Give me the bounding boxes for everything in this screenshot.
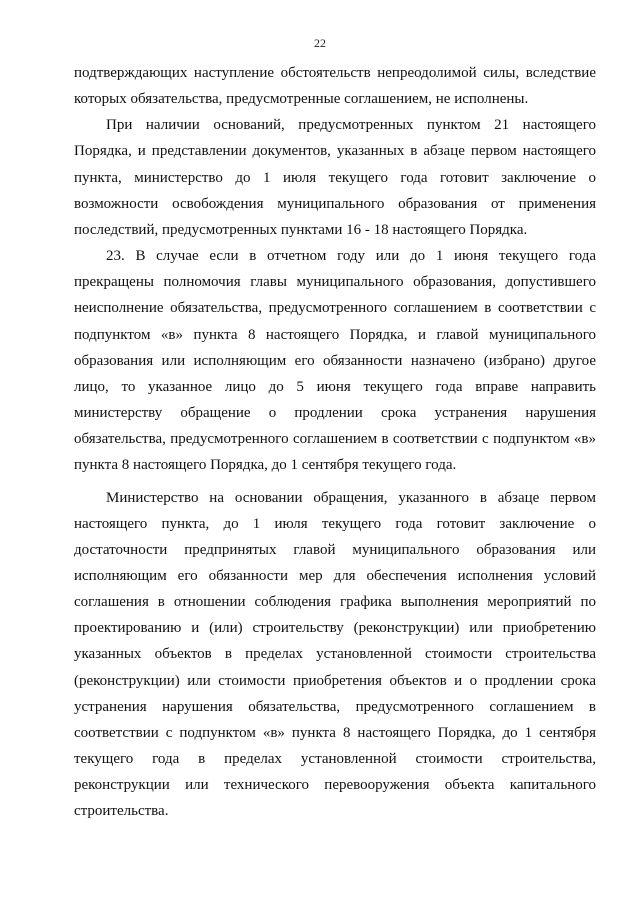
- paragraph-ministry-conclusion: Министерство на основании обращения, указанного в абзаце первом настоящего пункта, до 1 июля текущего года готовит заключение о достаточности предпринятых главой муниципального образования или исполняющим его обязанности мер для обеспечения исполнения условий соглашения в отношении соблюдения графика выполнения мероприятий по проектированию и (или) строительству (реконструкции) или приобретению указанных объектов в пределах установленной стоимости строительства (реконструкции) или стоимости приобретения объектов и о продлении срока устранения нарушения обязательства, предусмотренного соглашением в соответствии с подпунктом «в» пункта 8 настоящего Порядка, до 1 сентября текущего года в пределах установленной стоимости строительства, реконструкции или технического перевооружения объекта капитального строительства.: [74, 489, 596, 820]
- page-number: 22: [314, 36, 326, 50]
- paragraph-clause-23: 23. В случае если в отчетном году или до 1 июня текущего года прекращены полномочия главы муниципального образования, допустившего неисполнение обязательства, предусмотренного соглашением в соответствии с подпунктом «в» пункта 8 настоящего Порядка, и главой муниципального образования или исполняющим его обязанности назначено (избрано) другое лицо, то указанное лицо до 5 июня текущего года вправе направить министерству обращение о продлении срока устранения нарушения обязательства, предусмотренного соглашением в соответствии с подпунктом «в» пункта 8 настоящего Порядка, до 1 сентября текущего года.: [74, 248, 596, 474]
- paragraph-grounds: При наличии оснований, предусмотренных пунктом 21 настоящего Порядка, и представлении документов, указанных в абзаце первом настоящего пункта, министерство до 1 июля текущего года готовит заключение о возможности освобождения муниципального образования от применения последствий, предусмотренных пунктами 16 - 18 настоящего Порядка.: [74, 117, 596, 238]
- document-body: [74, 60, 596, 825]
- paragraph-continuation: подтверждающих наступление обстоятельств непреодолимой силы, вследствие которых обязательства, предусмотренные соглашением, не исполнены.: [74, 65, 596, 108]
